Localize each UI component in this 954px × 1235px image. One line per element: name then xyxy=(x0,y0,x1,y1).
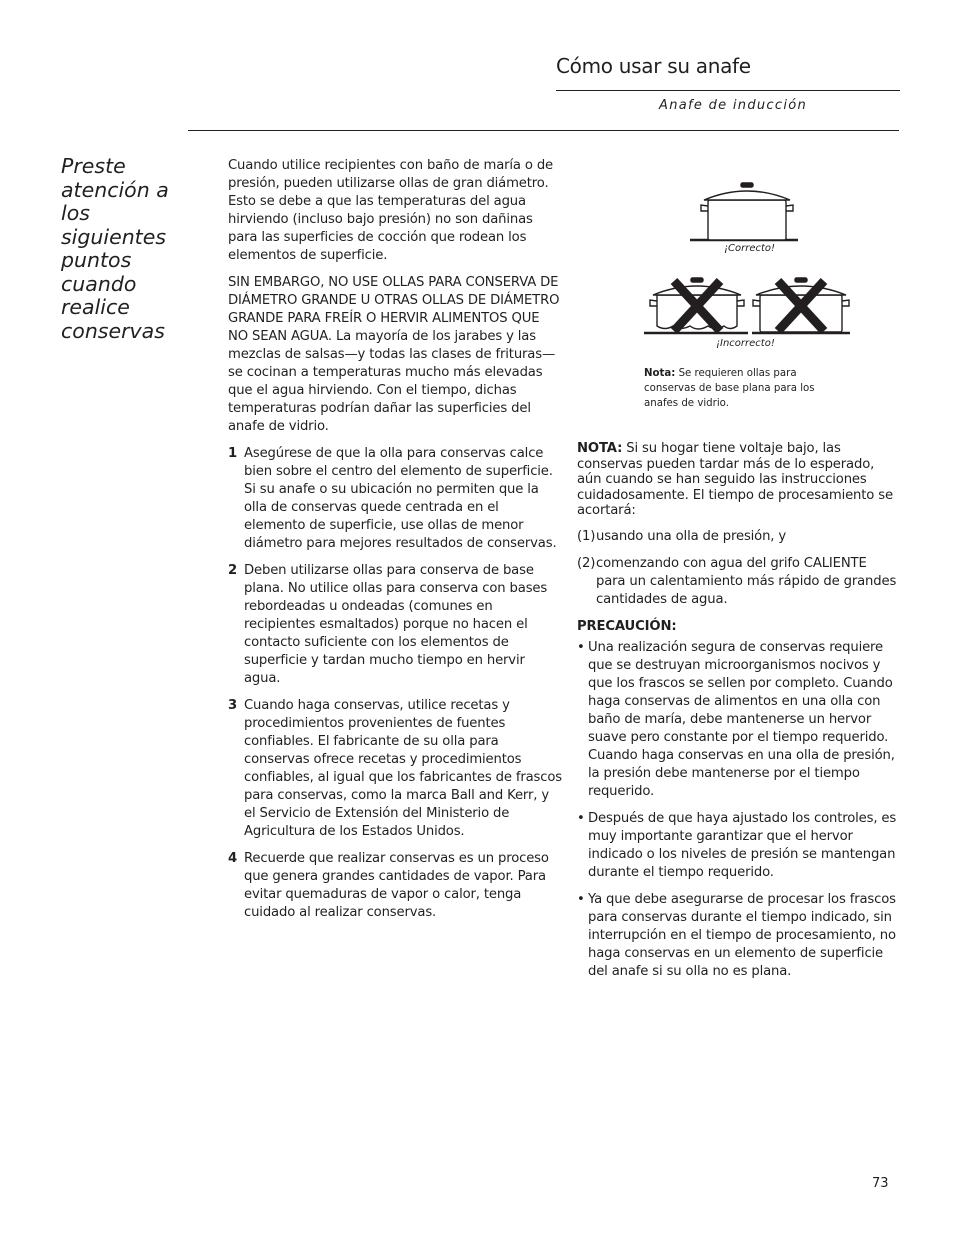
caution-item: • Ya que debe asegurarse de procesar los frascos para conservas durante el tiempo indicado, sin interrupción en el tiempo de procesamiento, no haga conservas en un elemento de superficie del anafe si su olla no es plana. xyxy=(577,891,899,981)
page-number: 73 xyxy=(872,1176,889,1191)
nota-paragraph xyxy=(577,441,899,519)
option-item xyxy=(577,555,899,609)
option-text: usando una olla de presión, y xyxy=(596,528,787,544)
list-item xyxy=(228,697,562,841)
figure-note xyxy=(644,366,834,411)
correct-pot-icon xyxy=(690,183,798,240)
list-item xyxy=(228,445,562,553)
side-heading: Preste atención a los siguientes puntos cuando realice conservas xyxy=(61,154,169,343)
caution-item: • Una realización segura de conservas requiere que se destruyan microorganismos nocivos y que los frascos se sellen por completo. Cuando haga conservas de alimentos en una olla con baño de maría, debe mantenerse un hervor suave pero constante por el tiempo requerido. Cuando haga conservas en una olla de presión, la presión debe mantenerse por el tiempo requerido. xyxy=(577,639,899,801)
nota-label: NOTA: xyxy=(577,441,623,456)
list-text: Deben utilizarse ollas para conserva de base plana. No utilice ollas para conserva con bases rebordeadas u ondeadas (comunes en recipientes esmaltados) porque no hacen el contacto suficiente con los elementos de superficie y tardan mucho tiempo en hervir agua. xyxy=(244,563,548,686)
right-column xyxy=(577,441,899,990)
caption-incorrect: ¡Incorrecto! xyxy=(716,338,775,349)
list-number: 3 xyxy=(228,698,238,713)
caption-correct: ¡Correcto! xyxy=(724,243,776,254)
section-divider xyxy=(188,130,899,131)
list-item xyxy=(228,562,562,688)
numbered-list xyxy=(228,445,562,922)
caution-label: PRECAUCIÓN: xyxy=(577,618,677,634)
list-number: 1 xyxy=(228,446,238,461)
canning-pot-illustration xyxy=(640,178,880,338)
intro-paragraph: Cuando utilice recipientes con baño de maría o de presión, pueden utilizarse ollas de gran diámetro. Esto se debe a que las temperaturas del agua hirviendo (incluso bajo presión) no son dañinas para las superficies de cocción que rodean los elementos de superficie. xyxy=(228,158,554,263)
option-number: (1) xyxy=(577,528,596,544)
warning-paragraph: SIN EMBARGO, NO USE OLLAS PARA CONSERVA DE DIÁMETRO GRANDE U OTRAS OLLAS DE DIÁMETRO GRANDE PARA FREÍR O HERVIR ALIMENTOS QUE NO SEAN AGUA. La mayoría de los jarabes y las mezclas de salsas—y todas las clases de frituras—se cocinan a temperaturas mucho más elevadas que el agua hirviendo. Con el tiempo, dichas temperaturas podrían dañar las superficies del anafe de vidrio. xyxy=(228,275,560,434)
header-rule xyxy=(556,90,900,91)
page-title: Cómo usar su anafe xyxy=(556,54,751,78)
list-text: Cuando haga conservas, utilice recetas y procedimientos provenientes de fuentes confiables. El fabricante de su olla para conservas ofrece recetas y procedimientos confiables, al igual que los fabricantes de frascos para conservas, como la marca Ball and Kerr, y el Servicio de Extensión del Ministerio de Agricultura de los Estados Unidos. xyxy=(244,698,563,839)
left-column xyxy=(228,157,562,931)
option-item xyxy=(577,528,899,546)
option-text: comenzando con agua del grifo CALIENTE para un calentamiento más rápido de grandes cantidades de agua. xyxy=(596,555,897,607)
figure-note-label: Nota: xyxy=(644,368,676,379)
caution-item: • Después de que haya ajustado los controles, es muy importante garantizar que el hervor indicado o los niveles de presión se mantengan durante el tiempo requerido. xyxy=(577,810,899,882)
nota-text: Si su hogar tiene voltaje bajo, las conservas pueden tardar más de lo esperado, aún cuando se han seguido las instrucciones cuidadosamente. El tiempo de procesamiento se acortará: xyxy=(577,441,893,519)
option-number: (2) xyxy=(577,555,596,571)
list-text: Recuerde que realizar conservas es un proceso que genera grandes cantidades de vapor. Para evitar quemaduras de vapor o calor, tenga cuidado al realizar conservas. xyxy=(244,851,549,920)
caution-list xyxy=(577,639,899,981)
list-item xyxy=(228,850,562,922)
list-text: Asegúrese de que la olla para conservas calce bien sobre el centro del elemento de superficie. Si su anafe o su ubicación no permiten que la olla de conservas quede centrada en el elemento de superficie, use ollas de menor diámetro para mejores resultados de conservas. xyxy=(244,446,557,551)
figure-note-text: Se requieren ollas para conservas de base plana para los anafes de vidrio. xyxy=(644,368,815,409)
list-number: 2 xyxy=(228,563,238,578)
list-number: 4 xyxy=(228,851,238,866)
section-label: Anafe de inducción xyxy=(659,98,808,113)
